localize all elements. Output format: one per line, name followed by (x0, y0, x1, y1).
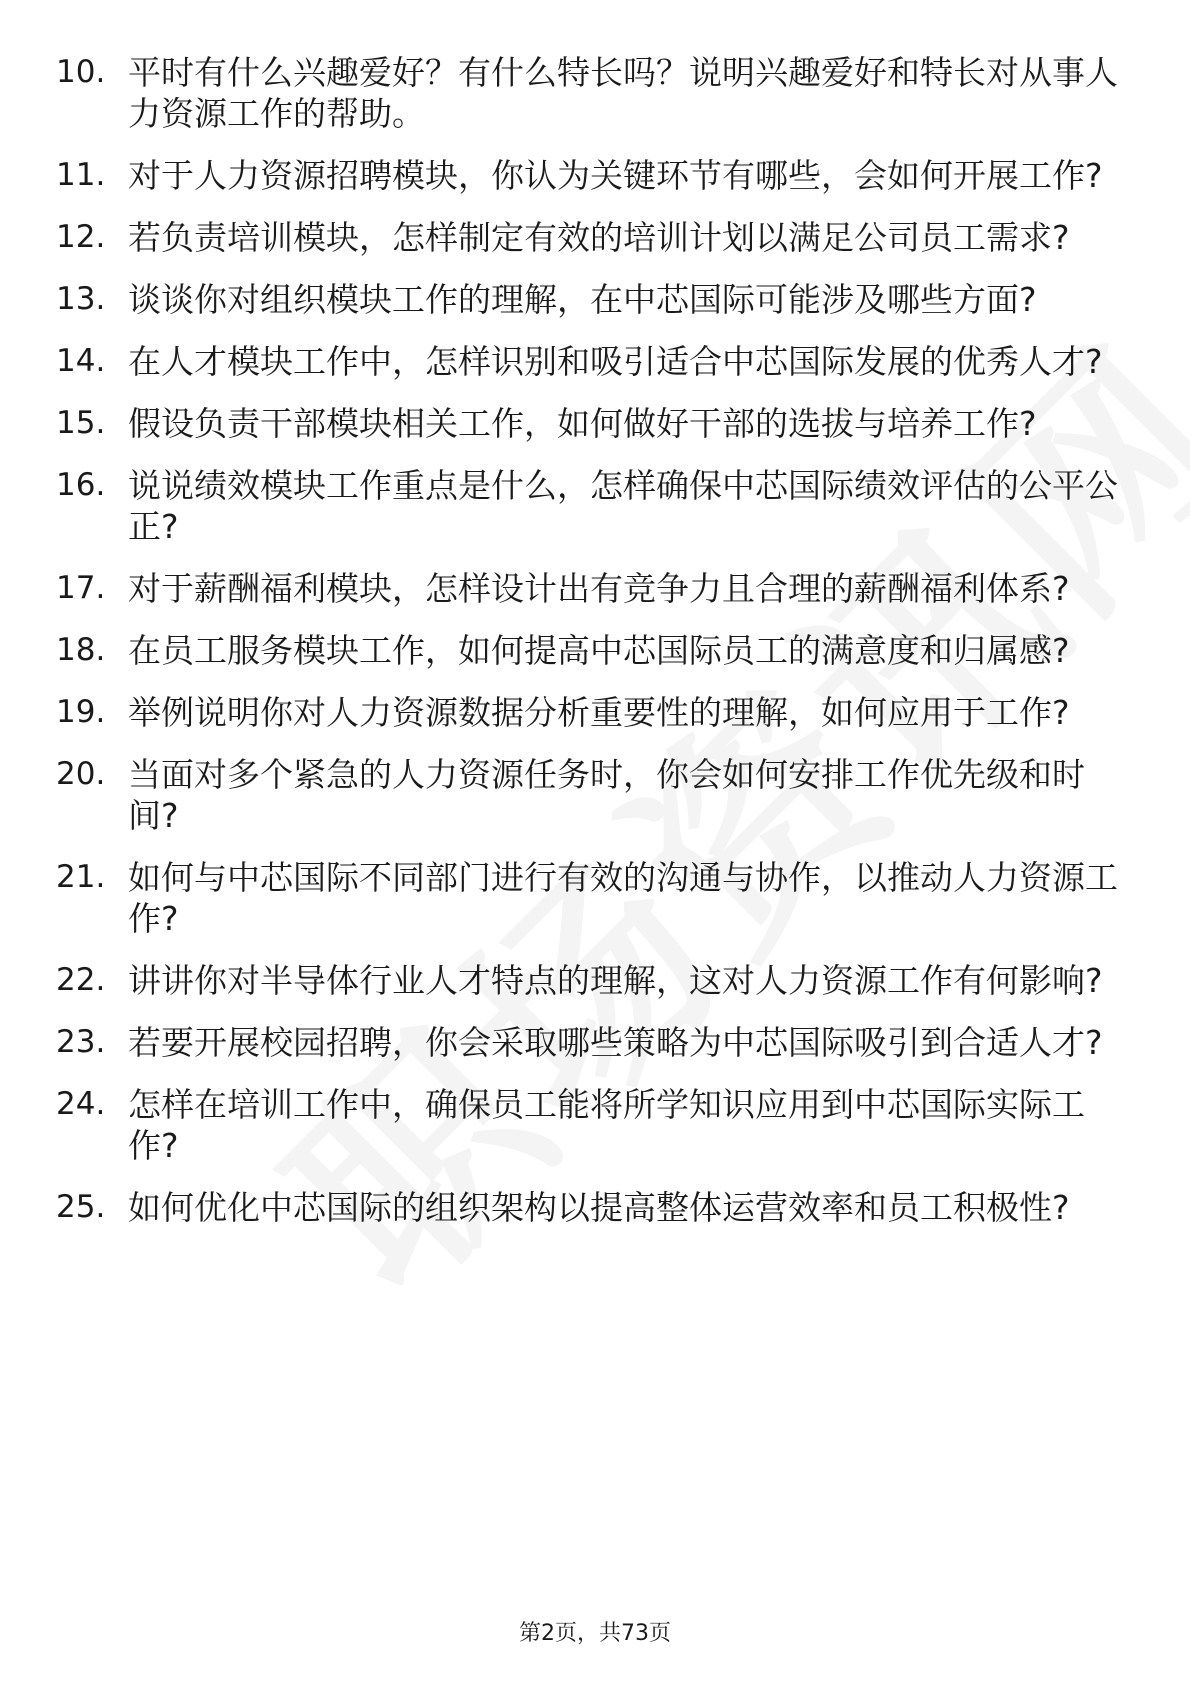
question-text: 对于薪酬福利模块，怎样设计出有竞争力且合理的薪酬福利体系? (128, 569, 1070, 608)
question-item (0, 1084, 1124, 1166)
question-number: 23. (56, 1024, 106, 1060)
question-item (0, 630, 1124, 671)
question-item (0, 857, 1124, 939)
question-item (0, 960, 1124, 1001)
question-text: 当面对多个紧急的人力资源任务时，你会如何安排工作优先级和时间? (128, 755, 1085, 835)
question-text: 对于人力资源招聘模块，你认为关键环节有哪些，会如何开展工作? (128, 156, 1103, 195)
question-number: 18. (56, 632, 106, 668)
question-text: 谈谈你对组织模块工作的理解，在中芯国际可能涉及哪些方面? (128, 280, 1037, 319)
question-number: 11. (56, 157, 106, 193)
question-text: 若要开展校园招聘，你会采取哪些策略为中芯国际吸引到合适人才? (128, 1023, 1103, 1062)
question-number: 16. (56, 467, 106, 503)
question-text: 说说绩效模块工作重点是什么，怎样确保中芯国际绩效评估的公平公正? (128, 466, 1118, 546)
question-number: 21. (56, 859, 106, 895)
question-text: 若负责培训模块，怎样制定有效的培训计划以满足公司员工需求? (128, 218, 1070, 257)
question-number: 22. (56, 962, 106, 998)
question-text: 怎样在培训工作中，确保员工能将所学知识应用到中芯国际实际工作? (128, 1085, 1085, 1165)
question-text: 举例说明你对人力资源数据分析重要性的理解，如何应用于工作? (128, 693, 1070, 732)
question-number: 24. (56, 1086, 106, 1122)
question-number: 10. (56, 54, 106, 90)
question-text: 在员工服务模块工作，如何提高中芯国际员工的满意度和归属感? (128, 631, 1070, 670)
question-text: 假设负责干部模块相关工作，如何做好干部的选拔与培养工作? (128, 404, 1037, 443)
question-number: 14. (56, 343, 106, 379)
question-text: 平时有什么兴趣爱好？有什么特长吗？说明兴趣爱好和特长对从事人力资源工作的帮助。 (128, 53, 1118, 133)
question-text: 在人才模块工作中，怎样识别和吸引适合中芯国际发展的优秀人才? (128, 342, 1103, 381)
question-number: 13. (56, 281, 106, 317)
question-item (0, 754, 1124, 836)
question-item (0, 1187, 1124, 1228)
question-item (0, 465, 1124, 547)
page-footer: 第2页，共73页 (519, 1621, 671, 1646)
question-number: 17. (56, 570, 106, 606)
question-item (0, 155, 1124, 196)
question-number: 12. (56, 219, 106, 255)
question-item (0, 568, 1124, 609)
question-number: 25. (56, 1189, 106, 1225)
question-number: 20. (56, 756, 106, 792)
question-text: 如何优化中芯国际的组织架构以提高整体运营效率和员工积极性? (128, 1188, 1070, 1227)
question-item (0, 341, 1124, 382)
question-item (0, 279, 1124, 320)
question-item (0, 217, 1124, 258)
question-number: 19. (56, 694, 106, 730)
question-item (0, 1022, 1124, 1063)
question-list (0, 52, 1190, 1249)
question-item (0, 52, 1124, 134)
question-item (0, 403, 1124, 444)
question-text: 如何与中芯国际不同部门进行有效的沟通与协作，以推动人力资源工作? (128, 858, 1118, 938)
question-item (0, 692, 1124, 733)
question-text: 讲讲你对半导体行业人才特点的理解，这对人力资源工作有何影响? (128, 961, 1103, 1000)
question-number: 15. (56, 405, 106, 441)
